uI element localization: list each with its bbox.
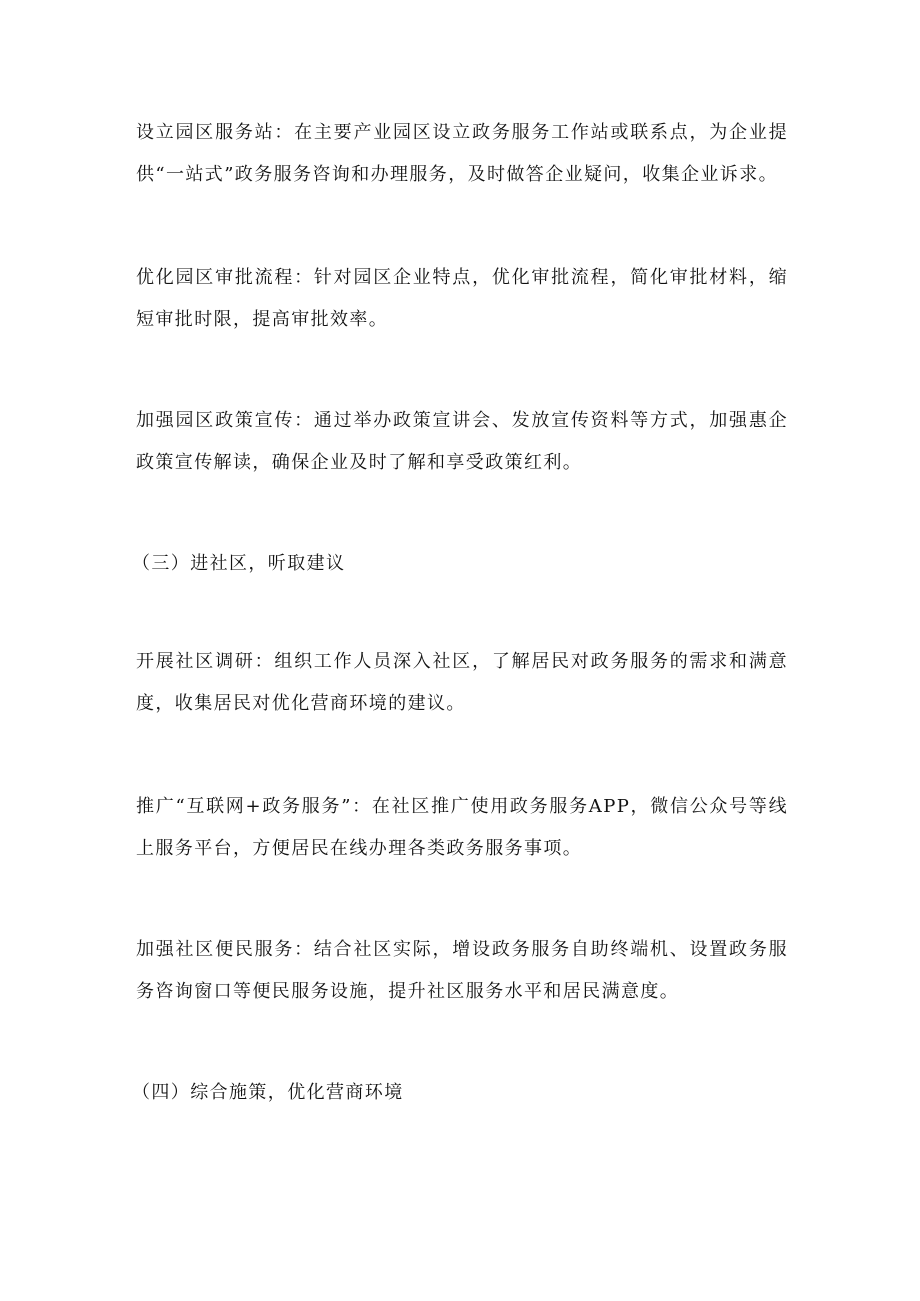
section-heading-3: （三）进社区，听取建议 xyxy=(132,553,346,574)
paragraph-community-survey: 开展社区调研：组织工作人员深入社区，了解居民对政务服务的需求和满意度，收集居民对优化营商环境的建议。 xyxy=(136,651,788,714)
paragraph-park-policy-promotion: 加强园区政策宣传：通过举办政策宣讲会、发放宣传资料等方式，加强惠企政策宣传解读，确保企业及时了解和享受政策红利。 xyxy=(136,410,788,473)
section-heading-4: （四）综合施策，优化营商环境 xyxy=(132,1082,404,1103)
paragraph-park-approval-process: 优化园区审批流程：针对园区企业特点，优化审批流程，简化审批材料，缩短审批时限，提高审批效率。 xyxy=(136,267,788,330)
paragraph-internet-plus-services: 推广“互联网+政务服务”：在社区推广使用政务服务APP，微信公众号等线上服务平台，方便居民在线办理各类政务服务事项。 xyxy=(136,796,788,859)
paragraph-park-service-station: 设立园区服务站：在主要产业园区设立政务服务工作站或联系点，为企业提供“一站式”政务服务咨询和办理服务，及时做答企业疑问，收集企业诉求。 xyxy=(136,122,788,185)
paragraph-community-convenience: 加强社区便民服务：结合社区实际，增设政务服务自助终端机、设置政务服务咨询窗口等便民服务设施，提升社区服务水平和居民满意度。 xyxy=(136,939,788,1002)
